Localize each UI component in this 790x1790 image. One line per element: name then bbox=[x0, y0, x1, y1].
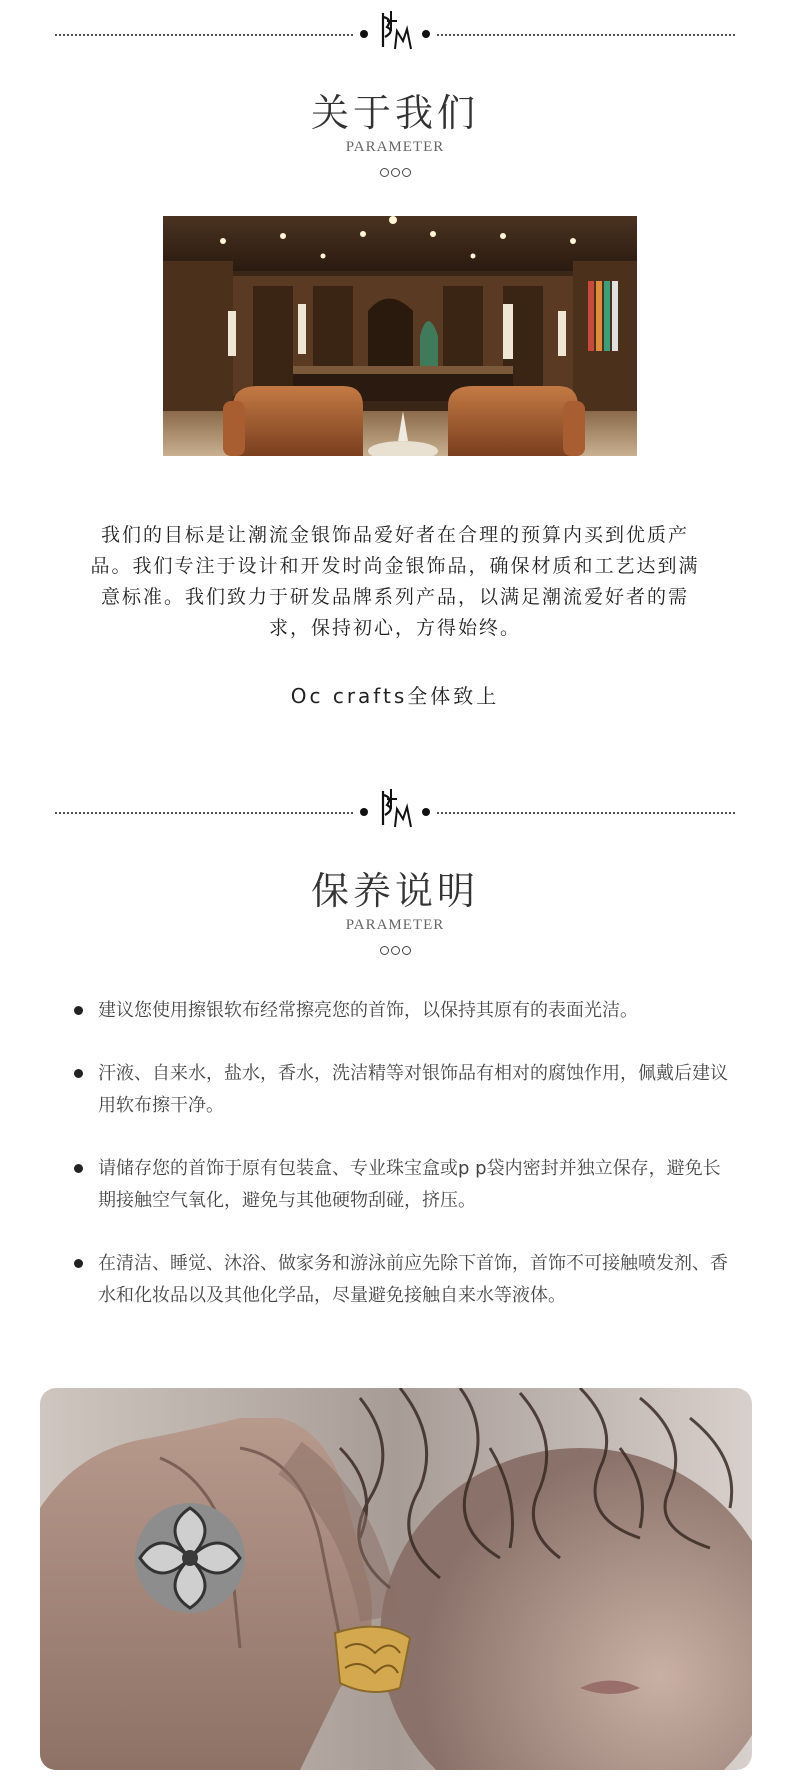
care-subtitle: PARAMETER bbox=[345, 917, 445, 933]
care-heading bbox=[0, 868, 790, 952]
about-signoff: Oc crafts全体致上 bbox=[290, 684, 500, 708]
circle-icon bbox=[380, 168, 389, 177]
circle-icon bbox=[402, 168, 411, 177]
bullet-icon bbox=[74, 1006, 83, 1015]
section-divider-top bbox=[55, 5, 735, 55]
ring-model-photo bbox=[40, 1388, 752, 1770]
divider-dot-left bbox=[360, 808, 368, 816]
decorative-circles bbox=[0, 162, 790, 174]
divider-dot-right bbox=[422, 808, 430, 816]
brand-logo-icon bbox=[373, 785, 417, 831]
care-instructions-list bbox=[72, 995, 732, 1343]
brand-logo-icon bbox=[373, 7, 417, 53]
care-item-text: 在清洁、睡觉、沐浴、做家务和游泳前应先除下首饰，首饰不可接触喷发剂、香水和化妆品以及其他化学品，尽量避免接触自来水等液体。 bbox=[98, 1253, 728, 1306]
about-heading bbox=[0, 90, 790, 174]
care-item-text: 汗液、自来水，盐水，香水，洗洁精等对银饰品有相对的腐蚀作用，佩戴后建议用软布擦干净。 bbox=[98, 1063, 728, 1116]
list-item bbox=[72, 1248, 732, 1312]
divider-dot-left bbox=[360, 30, 368, 38]
list-item bbox=[72, 1058, 732, 1122]
care-item-text: 建议您使用擦银软布经常擦亮您的首饰，以保持其原有的表面光洁。 bbox=[98, 1000, 638, 1021]
care-title: 保养说明 bbox=[310, 869, 479, 913]
bullet-icon bbox=[74, 1069, 83, 1078]
bullet-icon bbox=[74, 1259, 83, 1268]
about-description: 我们的目标是让潮流金银饰品爱好者在合理的预算内买到优质产品。我们专注于设计和开发时尚金银饰品，确保材质和工艺达到满意标准。我们致力于研发品牌系列产品，以满足潮流爱好者的需求，保持初心，方得始终。 bbox=[90, 524, 700, 639]
circle-icon bbox=[391, 946, 400, 955]
list-item bbox=[72, 995, 732, 1027]
about-title: 关于我们 bbox=[310, 91, 479, 135]
decorative-circles bbox=[0, 940, 790, 952]
dotted-line-left bbox=[55, 812, 353, 814]
circle-icon bbox=[380, 946, 389, 955]
dotted-line-right bbox=[437, 34, 735, 36]
section-divider-care bbox=[55, 783, 735, 833]
bullet-icon bbox=[74, 1164, 83, 1173]
circle-icon bbox=[391, 168, 400, 177]
about-subtitle: PARAMETER bbox=[345, 139, 445, 155]
divider-dot-right bbox=[422, 30, 430, 38]
dotted-line-right bbox=[437, 812, 735, 814]
store-interior-photo bbox=[163, 216, 637, 456]
list-item bbox=[72, 1153, 732, 1217]
dotted-line-left bbox=[55, 34, 353, 36]
circle-icon bbox=[402, 946, 411, 955]
care-item-text: 请储存您的首饰于原有包装盒、专业珠宝盒或p p袋内密封并独立保存，避免长期接触空气氧化，避免与其他硬物刮碰，挤压。 bbox=[98, 1158, 721, 1211]
